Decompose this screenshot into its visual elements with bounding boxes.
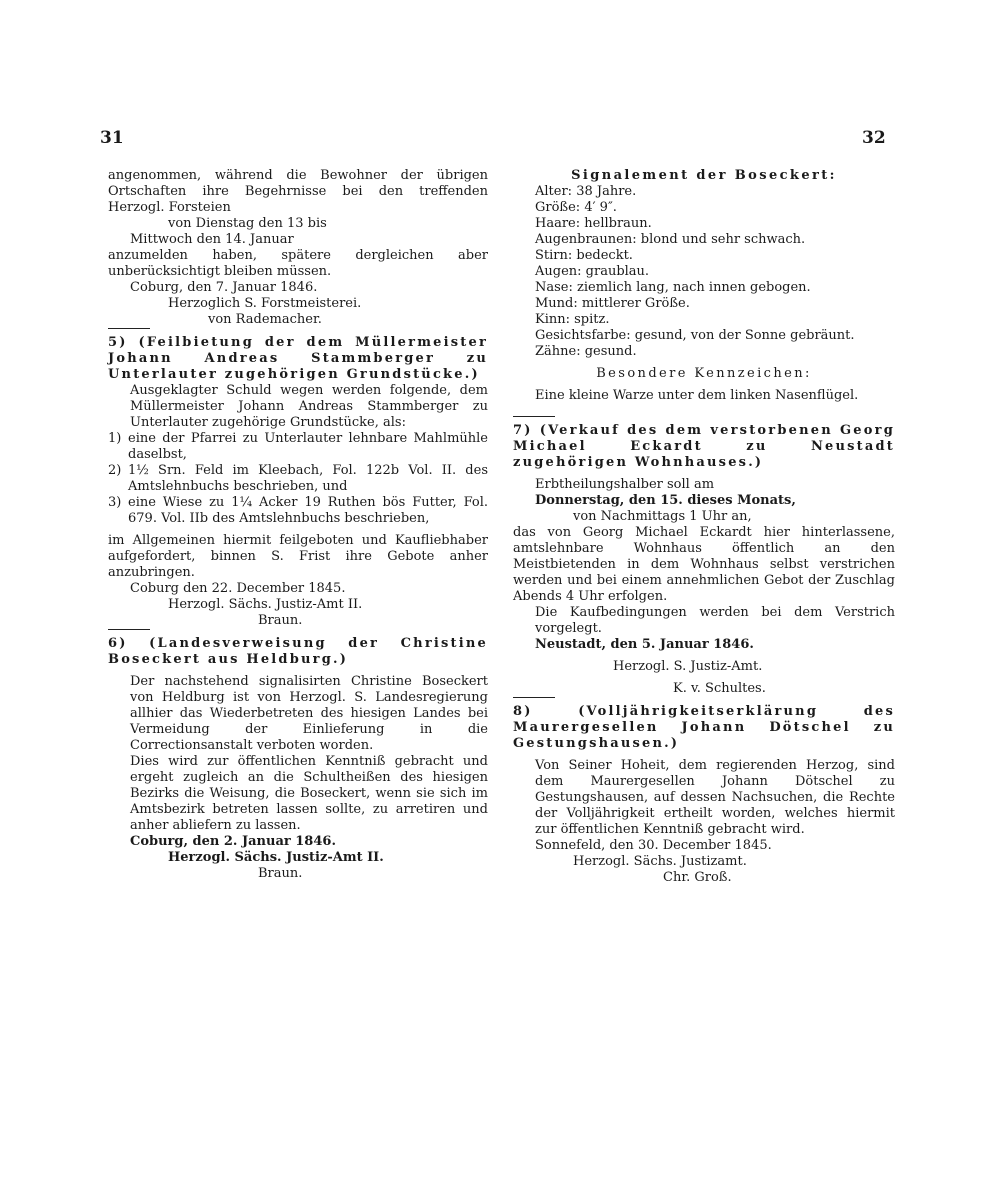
- section-6-date: Coburg, den 2. Januar 1846.: [130, 834, 336, 849]
- section-8-date: Sonnefeld, den 30. December 1845.: [535, 838, 772, 853]
- left-column: [108, 168, 488, 882]
- list-item-number: 3): [108, 495, 122, 510]
- list-item-text: eine Wiese zu 1¼ Acker 19 Ruthen bös Futter, Fol. 679. Vol. IIb des Amtslehnbuchs beschrieben,: [128, 495, 488, 526]
- section-8-body: Von Seiner Hoheit, dem regierenden Herzog, sind dem Maurergesellen Johann Dötschel zu Gestungshausen, auf dessen Nachsuchen, die Rechte der Volljährigkeit ertheilt worden, welches hiermit zur öffentlichen Kenntniß gebracht wird.: [535, 758, 895, 837]
- right-column: [513, 168, 895, 886]
- section-6-signer: Braun.: [258, 866, 303, 881]
- section-6-heading: 6) (Landesverweisung der Christine Boseckert aus Heldburg.): [108, 636, 488, 667]
- section-5-items: [108, 431, 488, 527]
- signalement-row: Augenbraunen: blond und sehr schwach.: [535, 232, 806, 247]
- notice-date: Coburg, den 7. Januar 1846.: [130, 280, 318, 295]
- section-6-paragraph-2: Dies wird zur öffentlichen Kenntniß gebracht und ergeht zugleich an die Schultheißen des hiesigen Bezirks die Weisung, die Boseckert, wenn sie sich im Amtsbezirk betreten lassen sollte, zu arretiren und anher abliefern zu lassen.: [130, 754, 488, 833]
- page-number-left: 31: [100, 128, 124, 148]
- signalement-row: Nase: ziemlich lang, nach innen gebogen.: [535, 280, 811, 295]
- list-item-text: eine der Pfarrei zu Unterlauter lehnbare Mahlmühle daselbst,: [128, 431, 488, 462]
- section-5-office: Herzogl. Sächs. Justiz-Amt II.: [168, 597, 363, 612]
- signalement-title: Signalement der Boseckert:: [571, 168, 837, 183]
- list-item-number: 2): [108, 463, 122, 478]
- page-number-right: 32: [862, 128, 886, 148]
- list-item-text: 1½ Srn. Feld im Kleebach, Fol. 122b Vol. II. des Amtslehnbuchs beschrieben, und: [128, 463, 488, 494]
- list-item: [108, 495, 488, 527]
- section-5-body: im Allgemeinen hiermit feilgeboten und Kaufliebhaber aufgefordert, binnen S. Frist ihre Gebote anher anzubringen.: [108, 533, 488, 580]
- signalement-row: Mund: mittlerer Größe.: [535, 296, 690, 311]
- signalement-row: Augen: graublau.: [535, 264, 650, 279]
- date-range-line: von Dienstag den 13 bis: [168, 216, 327, 231]
- section-7-office: Herzogl. S. Justiz-Amt.: [613, 659, 763, 674]
- section-7-heading: 7) (Verkauf des dem verstorbenen Georg Michael Eckardt zu Neustadt zugehörigen Wohnhauses.): [513, 423, 895, 470]
- notice-signer: von Rademacher.: [208, 312, 322, 327]
- section-7-line: von Nachmittags 1 Uhr an,: [573, 509, 752, 524]
- section-7-line: Donnerstag, den 15. dieses Monats,: [535, 493, 796, 508]
- signalement-row: Zähne: gesund.: [535, 344, 637, 359]
- section-8-heading: 8) (Volljährigkeitserklärung des Maurergesellen Johann Dötschel zu Gestungshausen.): [513, 704, 895, 751]
- signalement-row: Stirn: bedeckt.: [535, 248, 633, 263]
- notice-office: Herzoglich S. Forstmeisterei.: [168, 296, 362, 311]
- continued-text: angenommen, während die Bewohner der übrigen Ortschaften ihre Begehrnisse bei den treffenden Herzogl. Forsteien: [108, 168, 488, 215]
- section-6-paragraph-1: Der nachstehend signalisirten Christine Boseckert von Heldburg ist von Herzogl. S. Landesregierung allhier das Wiederbetreten des hiesigen Landes bei Vermeidung der Einlieferung in die Correctionsanstalt verboten worden.: [130, 674, 488, 753]
- signalement-row: Kinn: spitz.: [535, 312, 610, 327]
- section-5-heading: 5) (Feilbietung der dem Müllermeister Johann Andreas Stammberger zu Unterlauter zugehörigen Grundstücke.): [108, 335, 488, 382]
- signalement-row: Haare: hellbraun.: [535, 216, 652, 231]
- signalement-row: Gesichtsfarbe: gesund, von der Sonne gebräunt.: [535, 328, 855, 343]
- signalement-list: [513, 184, 895, 360]
- special-marks-text: Eine kleine Warze unter dem linken Nasenflügel.: [535, 388, 859, 403]
- section-7-body: das von Georg Michael Eckardt hier hinterlassene, amtslehnbare Wohnhaus öffentlich an den Meistbietenden in dem Wohnhaus selbst verstrichen werden und bei einem annehmlichen Gebot der Zuschlag Abends 4 Uhr erfolgen.: [513, 525, 895, 604]
- section-8-office: Herzogl. Sächs. Justizamt.: [573, 854, 747, 869]
- section-7-paragraph-2: Die Kaufbedingungen werden bei dem Verstrich vorgelegt.: [535, 605, 895, 636]
- signalement-row: Alter: 38 Jahre.: [535, 184, 637, 199]
- section-5-intro: Ausgeklagter Schuld wegen werden folgende, dem Müllermeister Johann Andreas Stammberger zu Unterlauter zugehörige Grundstücke, als:: [130, 383, 488, 430]
- date-range-line: Mittwoch den 14. Januar: [130, 232, 294, 247]
- section-8-signer: Chr. Groß.: [663, 870, 732, 885]
- section-5-date: Coburg den 22. December 1845.: [130, 581, 346, 596]
- section-7-line: Erbtheilungshalber soll am: [535, 477, 715, 492]
- special-marks-title: Besondere Kennzeichen:: [596, 366, 812, 381]
- section-6-office: Herzogl. Sächs. Justiz-Amt II.: [168, 850, 384, 865]
- section-5-signer: Braun.: [258, 613, 303, 628]
- continued-text: anzumelden haben, spätere dergleichen aber unberücksichtigt bleiben müssen.: [108, 248, 488, 279]
- section-7-date: Neustadt, den 5. Januar 1846.: [535, 637, 754, 652]
- list-item: [108, 463, 488, 495]
- section-7-signer: K. v. Schultes.: [673, 681, 766, 696]
- signalement-row: Größe: 4′ 9″.: [535, 200, 617, 215]
- list-item: [108, 431, 488, 463]
- list-item-number: 1): [108, 431, 122, 446]
